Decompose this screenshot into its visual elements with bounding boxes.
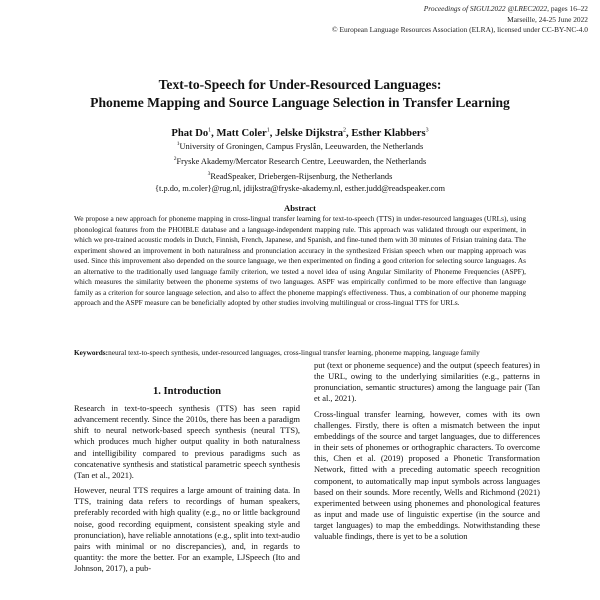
left-column [74,403,300,578]
author [171,128,216,139]
author-name: Esther Klabbers [351,127,426,139]
affiliation-text: Fryske Akademy/Mercator Research Centre, Leeuwarden, the Netherlands [176,156,427,166]
author-separator: , [269,127,276,139]
proceedings-pages: , pages 16–22 [547,4,588,13]
title-line-1: Text-to-Speech for Under-Resourced Languages: [158,77,442,92]
author-affil-mark: 2 [343,127,347,133]
proceedings-venue: Proceedings of SIGUL2022 @LREC2022 [423,4,548,13]
author-name: Matt Coler [216,127,267,139]
affiliation-mark: 1 [176,141,180,147]
proceedings-header [268,4,588,36]
keywords-text: neural text-to-speech synthesis, under-resourced languages, cross-lingual transfer learning, phoneme mapping, language family [108,348,480,357]
abstract-heading: Abstract [284,203,316,213]
affiliation-text: ReadSpeaker, Driebergen-Rijsenburg, the Netherlands [210,171,393,181]
author-affil-mark: 1 [266,127,270,133]
author-affil-mark: 3 [425,127,429,133]
proceedings-copyright: © European Language Resources Association (ELRA), licensed under CC-BY-NC-4.0 [331,25,588,34]
paragraph: Research in text-to-speech synthesis (TTS) has seen rapid advancement recently. Since the 2010s, there has been a paradigm shift to neural network-based speech synthesis (neural TTS), which produces much higher output quality in both naturalness and intelligibility compared to previous paradigms such as concatenative synthesis and statistical parametric speech synthesis (Tan et al., 2021). [74,403,300,480]
author-emails: {t.p.do, m.coler}@rug.nl, jdijkstra@fryske-akademy.nl, esther.judd@readspeaker.com [155,184,445,193]
affiliation-mark: 3 [207,171,211,177]
author-separator: , [346,127,352,139]
section-heading-introduction: 1. Introduction [152,386,222,397]
author-affil-mark: 1 [208,127,212,133]
author [275,128,351,139]
title-line-2: Phoneme Mapping and Source Language Selection in Transfer Learning [90,95,510,110]
author-name: Jelske Dijkstra [275,127,344,139]
paragraph: However, neural TTS requires a large amount of training data. In TTS, training data refers to recordings of human speakers, preferably recorded with high quality (e.g., no or little background noise, good recording equipment, consistent speaking style and pronunciation), have reliable annotations (e.g., split into text-audio pairs with minimal or no discrepancies), and, in regards to quantity: the more the better. For an example, LJSpeech (Ito and Johnson, 2017), a pub- [74,485,300,574]
affiliation [0,138,600,153]
paragraph: Cross-lingual transfer learning, however, comes with its own challenges. Firstly, there is often a mismatch between the input embeddings of the source and target languages, due to differences in their sets of phonemes or orthographic characters. To overcome this, Chen et al. (2019) proposed a Phonetic Transformation Network, fitted with a preceding automatic speech recognition component, to automatically map input symbols across languages based on their sounds. More recently, Wells and Richmond (2021) experimented between using phonemes and phonological features as input and made use of linguistic expertise (in the source and target languages) to map the embeddings. Notwithstanding these valuable findings, there is yet to be a solution [314,408,540,542]
abstract-text: We propose a new approach for phoneme mapping in cross-lingual transfer learning for text-to-speech (TTS) in under-resourced languages (URLs), using phonological features from the PHOIBLE database and a language-independent mapping rule. This approach was validated through our experiment, in which we pre-trained acoustic models in Dutch, Finnish, French, Japanese, and Spanish, and fine-tuned them with 30 minutes of Frisian training data. The experiment showed an improvement in both naturalness and pronunciation accuracy in the synthesized Frisian speech when our mapping approach was used. Since this improvement also depended on the source language, we then experimented on finding a good criterion for selecting source languages. As an alternative to the traditionally used language family criterion, we tested a novel idea of using Angular Similarity of Phoneme Frequencies (ASPF), which measures the similarity between the phoneme systems of two languages. ASPF was empirically confirmed to be more effective than language family as a criterion for source language selection, and also to affect the phoneme mapping's effectiveness. Thus, a combination of our phoneme mapping approach and the ASPF measure can be beneficially adopted by other studies involving multilingual or cross-lingual TTS for URLs. [74,214,526,307]
paragraph: put (text or phoneme sequence) and the output (speech features) in the URL, owing to the underlying similarities (e.g., patterns in pronunciation, semantic structures) among the language pair (Tan et al., 2021). [314,360,540,404]
right-column [314,360,540,547]
affiliation [0,168,600,183]
affiliation-text: University of Groningen, Campus Fryslân, Leeuwarden, the Netherlands [179,141,424,151]
affiliations [0,138,600,195]
affiliation [0,153,600,168]
author-name: Phat Do [171,127,209,139]
paper-title [0,76,600,112]
proceedings-citation [268,4,588,15]
keywords-label: Keywords: [74,348,109,357]
keywords [74,348,526,359]
author [351,128,428,139]
author-separator: , [211,127,217,139]
author [216,128,275,139]
affiliation-mark: 2 [173,156,177,162]
proceedings-location: Marseille, 24-25 June 2022 [507,14,588,24]
